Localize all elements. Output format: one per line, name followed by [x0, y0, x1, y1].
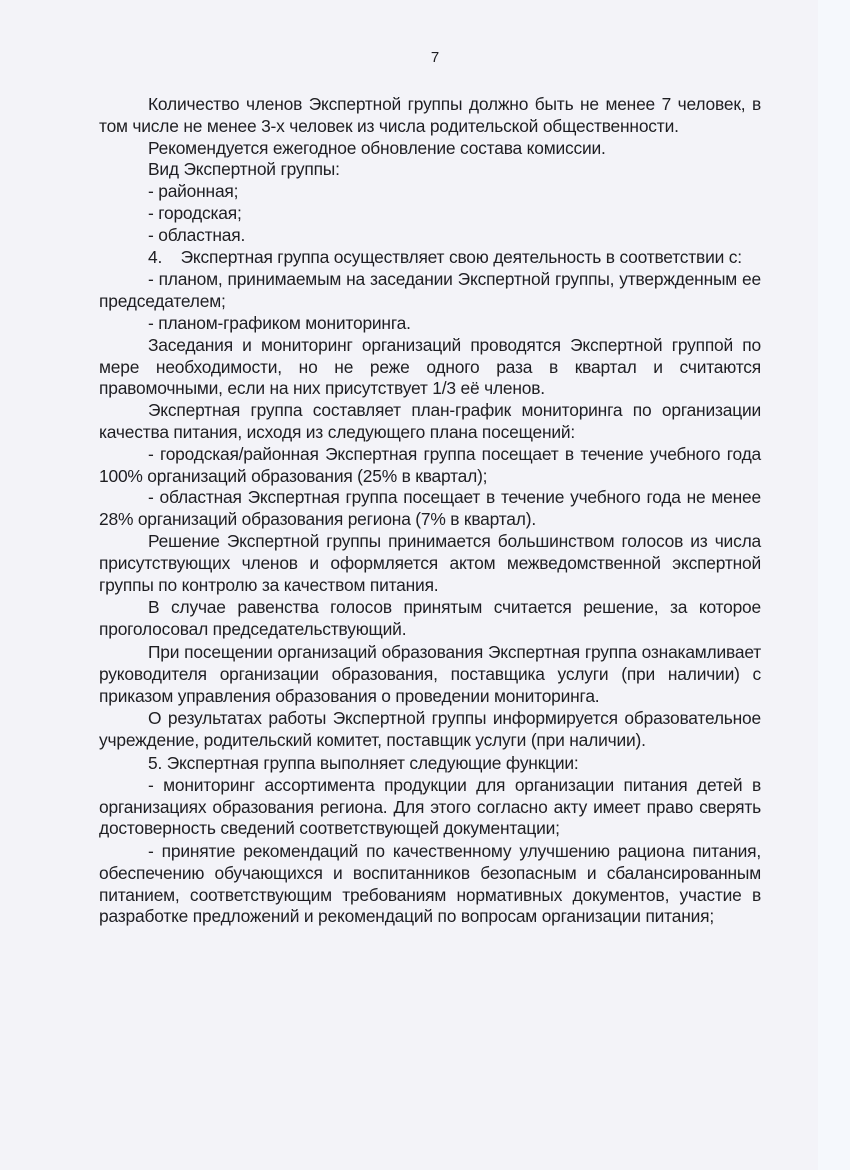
paragraph: Решение Экспертной группы принимается большинством голосов из числа присутствующих членов и оформляется актом межведомственной экспертной группы по контролю за качеством питания.: [99, 530, 761, 595]
list-item: - планом, принимаемым на заседании Экспертной группы, утвержденным ее председателем;: [99, 269, 761, 312]
list-item: - областная Экспертная группа посещает в течение учебного года не менее 28% организаций образования региона (7% в квартал).: [99, 487, 761, 530]
page-number: 7: [430, 49, 440, 66]
list-item: - планом-графиком мониторинга.: [148, 312, 411, 333]
paragraph: Вид Экспертной группы:: [148, 159, 340, 180]
list-item: - городская/районная Экспертная группа посещает в течение учебного года 100% организаций образования (25% в квартал);: [99, 443, 761, 486]
section-heading-4: 4. Экспертная группа осуществляет свою деятельность в соответствии с:: [148, 246, 742, 267]
list-item: - областная.: [148, 224, 246, 245]
section-heading-5: 5. Экспертная группа выполняет следующие функции:: [148, 752, 579, 773]
list-item: - мониторинг ассортимента продукции для организации питания детей в организациях образования региона. Для этого согласно акту имеет право сверять достоверность сведений соответствующей документации;: [99, 774, 761, 839]
list-item: - городская;: [148, 202, 242, 223]
list-item: - принятие рекомендаций по качественному улучшению рациона питания, обеспечению обучающихся и воспитанников безопасным и сбалансированным питанием, соответствующим требованиям нормативных документов, участие в разработке предложений и рекомендаций по вопросам организации питания;: [99, 841, 761, 927]
paragraph: Рекомендуется ежегодное обновление состава комиссии.: [148, 137, 606, 158]
paragraph: В случае равенства голосов принятым считается решение, за которое проголосовал председательствующий.: [99, 597, 761, 640]
scan-edge: [818, 0, 850, 1170]
document-body: [99, 94, 761, 928]
paragraph: При посещении организаций образования Экспертная группа ознакамливает руководителя организации образования, поставщика услуги (при наличии) с приказом управления образования о проведении мониторинга.: [99, 641, 761, 706]
paragraph: Количество членов Экспертной группы должно быть не менее 7 человек, в том числе не менее 3-х человек из числа родительской общественности.: [99, 94, 761, 136]
list-item: - районная;: [148, 181, 239, 202]
paragraph: Экспертная группа составляет план-график мониторинга по организации качества питания, исходя из следующего плана посещений:: [99, 400, 761, 442]
paragraph: О результатах работы Экспертной группы информируется образовательное учреждение, родительский комитет, поставщик услуги (при наличии).: [99, 708, 761, 751]
paragraph: Заседания и мониторинг организаций проводятся Экспертной группой по мере необходимости, но не реже одного раза в квартал и считаются правомочными, если на них присутствует 1/3 её членов.: [99, 334, 761, 399]
